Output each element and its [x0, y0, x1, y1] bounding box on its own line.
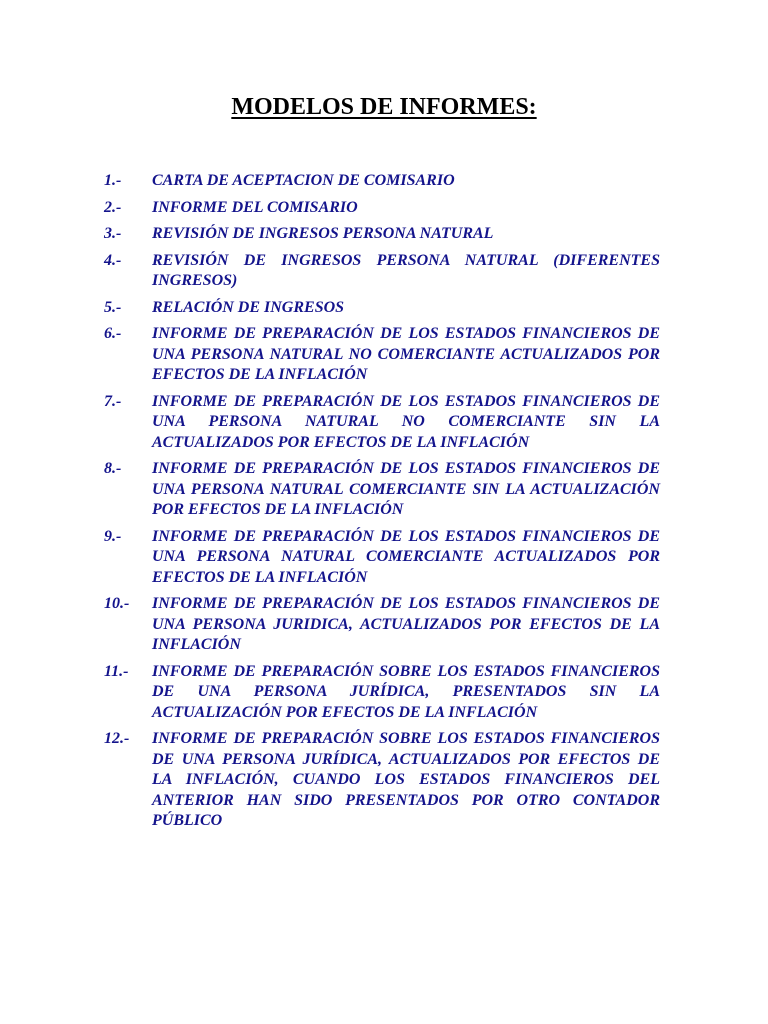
item-number: 3.- [104, 225, 122, 242]
list-item [104, 251, 660, 292]
item-number: 2.- [104, 198, 122, 216]
item-number: 10.- [104, 595, 130, 612]
item-text: INFORME DE PREPARACIÓN SOBRE LOS ESTADOS FINANCIEROS DE UNA PERSONA JURÍDICA, PRESENTADOS SIN LA ACTUALIZACIÓN POR EFECTOS DE LA INFLACIÓN [152, 662, 660, 721]
list-item [104, 459, 660, 521]
document-title: MODELOS DE INFORMES: [231, 94, 537, 120]
list-item [104, 594, 660, 656]
item-number: 5.- [104, 298, 122, 316]
item-text: REVISIÓN DE INGRESOS PERSONA NATURAL (DIFERENTES INGRESOS) [152, 251, 660, 289]
item-text: REVISIÓN DE INGRESOS PERSONA NATURAL [152, 225, 494, 242]
item-number: 7.- [104, 392, 122, 410]
list-item [104, 324, 660, 386]
list-item [104, 298, 660, 319]
list-item [104, 171, 660, 192]
list-item [104, 729, 660, 832]
item-number: 9.- [104, 527, 122, 545]
item-text: INFORME DE PREPARACIÓN DE LOS ESTADOS FINANCIEROS DE UNA PERSONA NATURAL COMERCIANTE ACTUALIZADOS POR EFECTOS DE LA INFLACIÓN [152, 527, 660, 586]
list-item [104, 662, 660, 724]
item-text: INFORME DE PREPARACIÓN DE LOS ESTADOS FINANCIEROS DE UNA PERSONA NATURAL NO COMERCIANTE ACTUALIZADOS POR EFECTOS DE LA INFLACIÓN [152, 325, 660, 383]
item-number: 12.- [104, 730, 130, 747]
item-text: CARTA DE ACEPTACION DE COMISARIO [152, 172, 455, 189]
item-text: INFORME DE PREPARACIÓN DE LOS ESTADOS FINANCIEROS DE UNA PERSONA NATURAL COMERCIANTE SIN LA ACTUALIZACIÓN POR EFECTOS DE LA INFLACIÓN [152, 460, 660, 518]
item-text: INFORME DE PREPARACIÓN DE LOS ESTADOS FINANCIEROS DE UNA PERSONA JURIDICA, ACTUALIZADOS POR EFECTOS DE LA INFLACIÓN [152, 595, 660, 653]
item-text: INFORME DE PREPARACIÓN SOBRE LOS ESTADOS FINANCIEROS DE UNA PERSONA JURÍDICA, ACTUALIZADOS POR EFECTOS DE LA INFLACIÓN, CUANDO LOS ESTADOS FINANCIEROS DEL ANTERIOR HAN SIDO PRESENTADOS POR OTRO CONTADOR PÚBLICO [152, 730, 660, 829]
list-item [104, 527, 660, 589]
item-text: INFORME DE PREPARACIÓN DE LOS ESTADOS FINANCIEROS DE UNA PERSONA NATURAL NO COMERCIANTE SIN LA ACTUALIZADOS POR EFECTOS DE LA INFLACIÓN [152, 392, 660, 451]
item-number: 1.- [104, 172, 122, 189]
item-text: INFORME DEL COMISARIO [152, 198, 358, 216]
item-number: 11.- [104, 662, 129, 680]
item-number: 8.- [104, 460, 122, 477]
list-item [104, 224, 660, 245]
item-text: RELACIÓN DE INGRESOS [152, 298, 345, 316]
list-item [104, 392, 660, 454]
list-item [104, 198, 660, 219]
item-number: 4.- [104, 251, 122, 269]
report-models-list [104, 171, 660, 838]
item-number: 6.- [104, 325, 122, 342]
